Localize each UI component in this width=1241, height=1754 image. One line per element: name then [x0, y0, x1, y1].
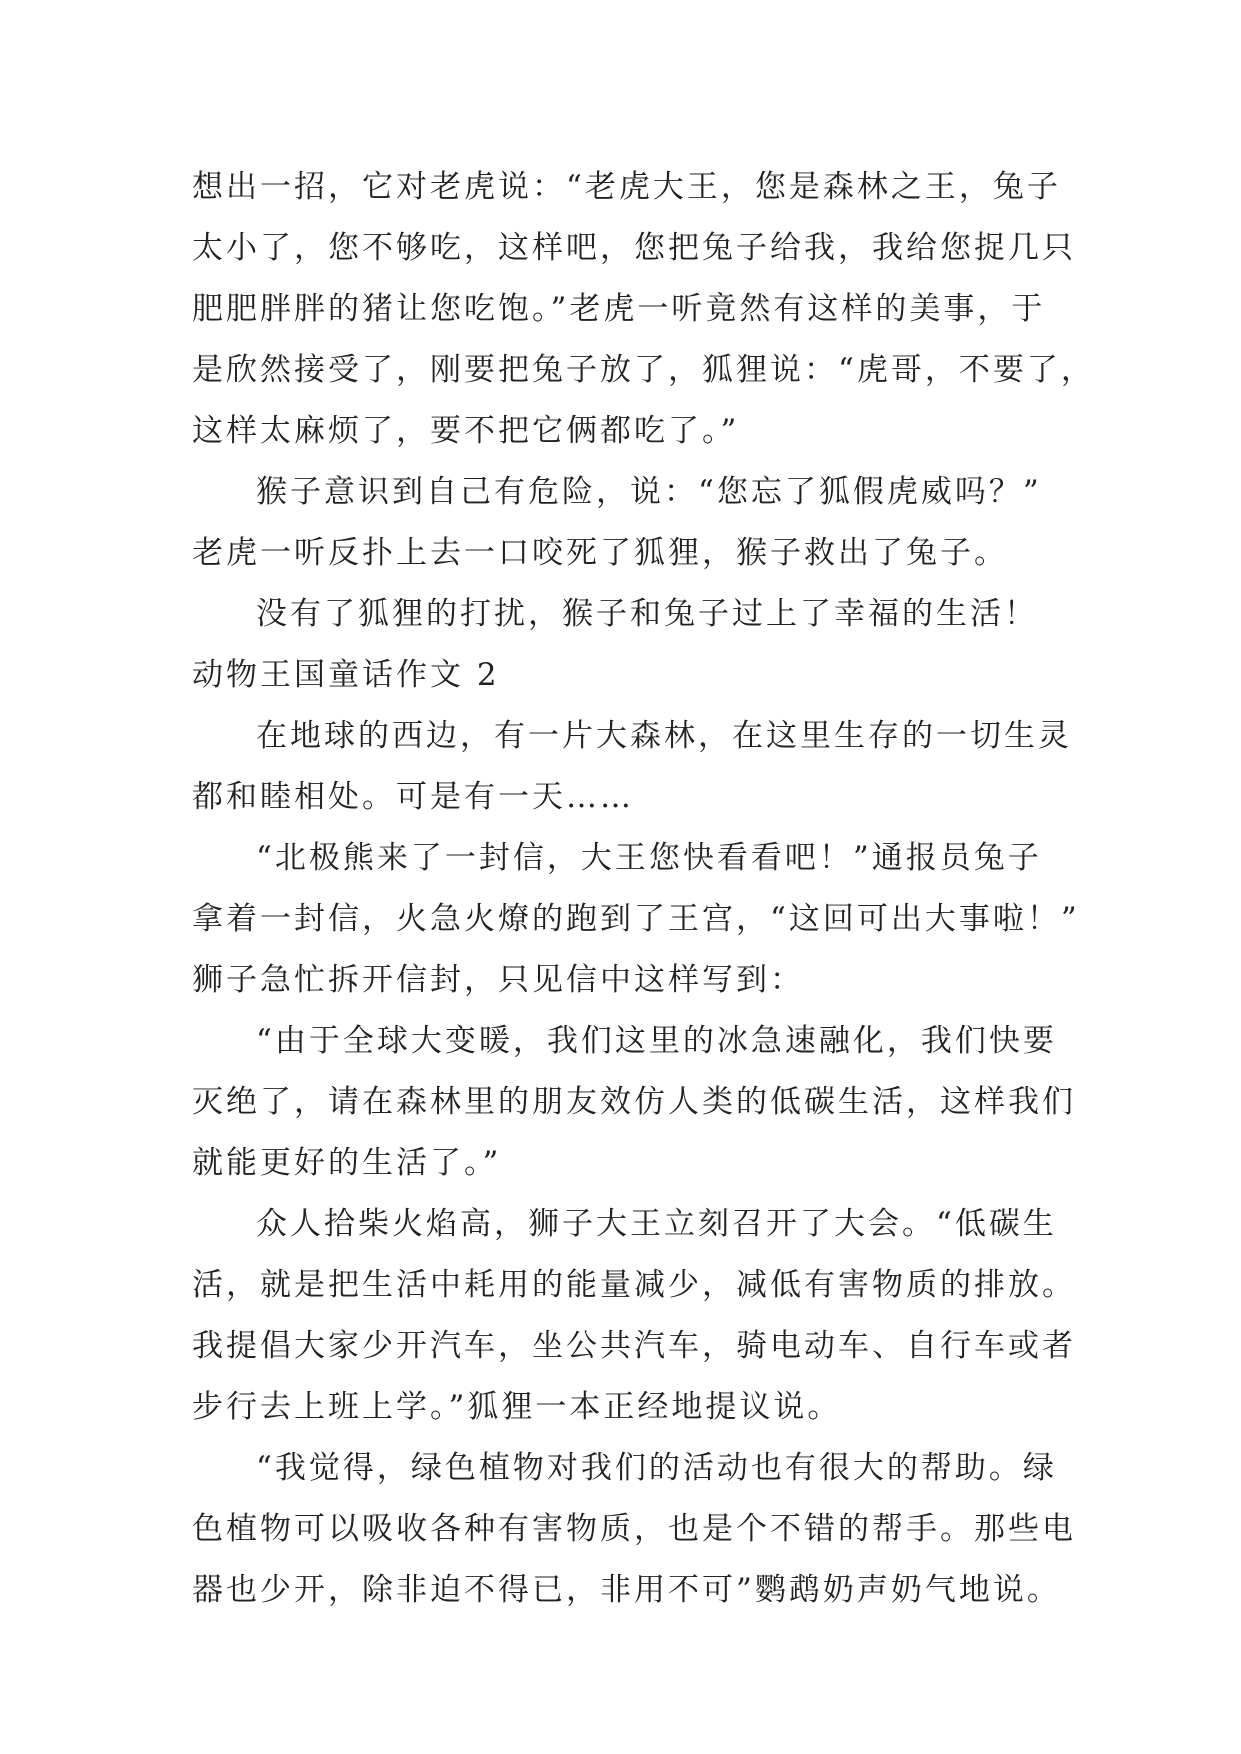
paragraph-first-line: “我觉得，绿色植物对我们的活动也有很大的帮助。绿	[256, 1450, 1057, 1486]
text-line: 是欣然接受了，刚要把兔子放了，狐狸说：“虎哥，不要了，	[192, 352, 1095, 388]
text-line: 步行去上班上学。”狐狸一本正经地提议说。	[192, 1389, 842, 1425]
text-line: 拿着一封信，火急火燎的跑到了王宫，“这回可出大事啦！”	[192, 901, 1080, 937]
paragraph-first-line: “北极熊来了一封信，大王您快看看吧！”通报员兔子	[256, 840, 1042, 876]
paragraph-first-line: 猴子意识到自己有危险，说：“您忘了狐假虎威吗？”	[256, 474, 1042, 510]
text-line: 想出一招，它对老虎说：“老虎大王，您是森林之王，兔子	[192, 169, 1061, 205]
text-line: 色植物可以吸收各种有害物质，也是个不错的帮手。那些电	[192, 1511, 1076, 1547]
paragraph-first-line: 没有了狐狸的打扰，猴子和兔子过上了幸福的生活！	[256, 596, 1038, 632]
section-heading: 动物王国童话作文 2	[192, 657, 500, 693]
text-line: 我提倡大家少开汽车，坐公共汽车，骑电动车、自行车或者	[192, 1328, 1076, 1364]
text-line: 肥肥胖胖的猪让您吃饱。”老虎一听竟然有这样的美事，于	[192, 291, 1046, 327]
paragraph-first-line: “由于全球大变暖，我们这里的冰急速融化，我们快要	[256, 1023, 1057, 1059]
text-line: 活，就是把生活中耗用的能量减少，减低有害物质的排放。	[192, 1267, 1076, 1303]
text-line: 狮子急忙拆开信封，只见信中这样写到：	[192, 962, 804, 998]
text-line: 老虎一听反扑上去一口咬死了狐狸，猴子救出了兔子。	[192, 535, 1008, 571]
text-line: 灭绝了，请在森林里的朋友效仿人类的低碳生活，这样我们	[192, 1084, 1076, 1120]
document-body	[192, 157, 1095, 1621]
text-line: 都和睦相处。可是有一天……	[192, 779, 634, 815]
text-line: 就能更好的生活了。”	[192, 1145, 502, 1181]
paragraph-first-line: 在地球的西边，有一片大森林，在这里生存的一切生灵	[256, 718, 1072, 754]
paragraph-first-line: 众人拾柴火焰高，狮子大王立刻召开了大会。“低碳生	[256, 1206, 1057, 1242]
text-line: 太小了，您不够吃，这样吧，您把兔子给我，我给您捉几只	[192, 230, 1076, 266]
text-line: 这样太麻烦了，要不把它俩都吃了。”	[192, 413, 740, 449]
text-line: 器也少开，除非迫不得已，非用不可”鹦鹉奶声奶气地说。	[192, 1572, 1061, 1608]
